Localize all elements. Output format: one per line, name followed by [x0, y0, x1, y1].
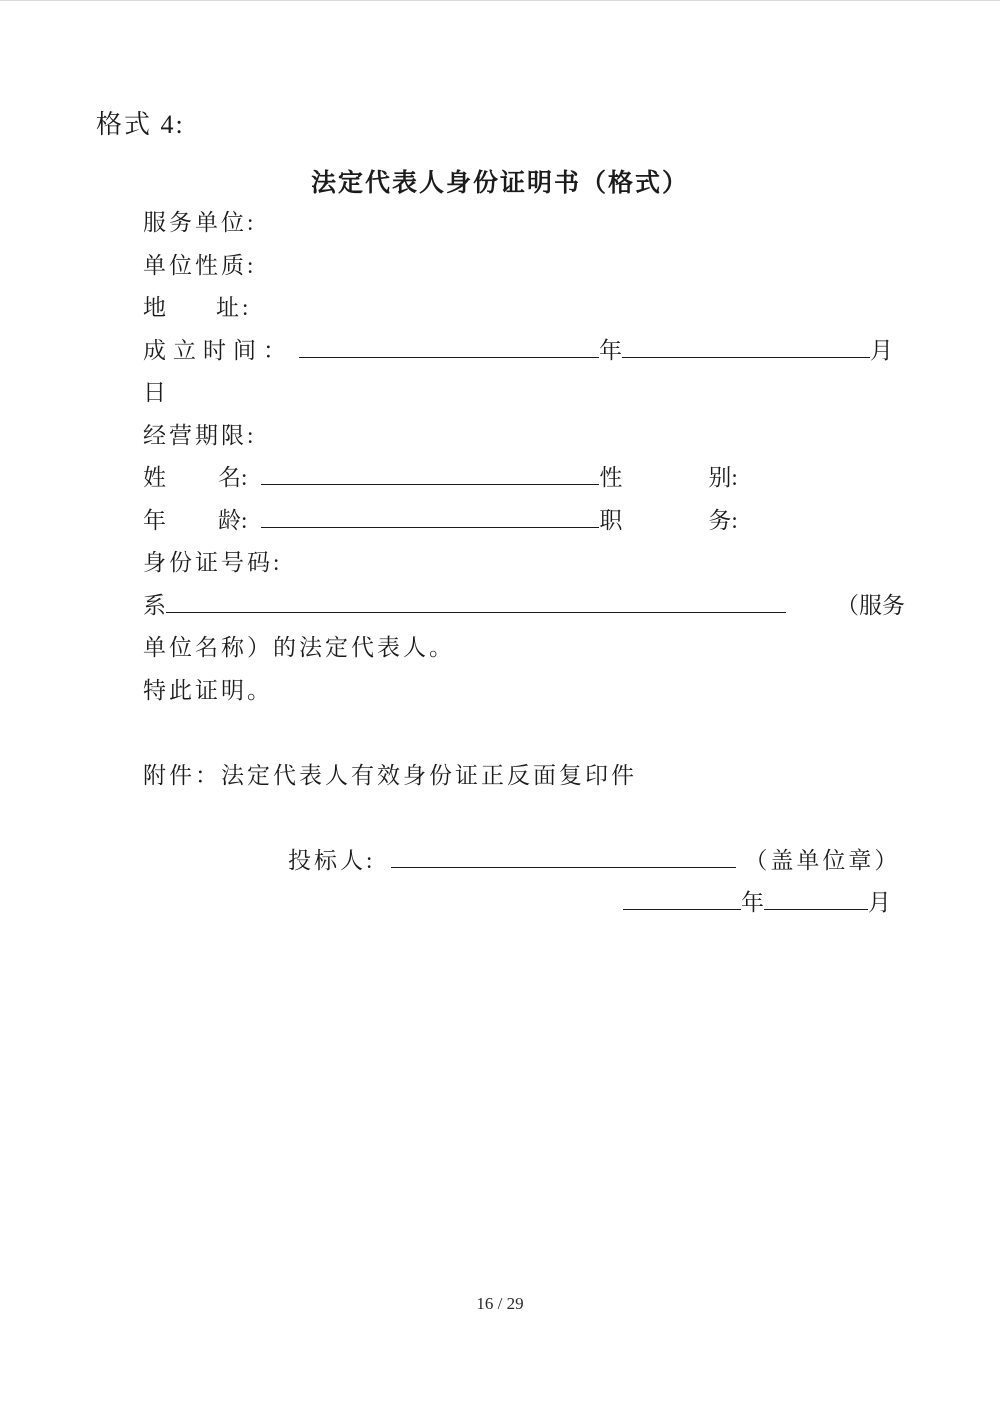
hereby-label: 特此证明。	[143, 677, 273, 703]
gender-label-char1: 性	[599, 465, 623, 490]
unit-name-continuation-line	[143, 627, 923, 670]
attachment-line	[143, 755, 923, 798]
sign-year-label: 年	[741, 890, 764, 915]
service-paren-label: （服务	[836, 592, 905, 618]
document-title: 法定代表人身份证明书（格式）	[310, 170, 689, 197]
sign-date-line	[143, 882, 923, 925]
established-day-line	[143, 372, 923, 415]
position-label-char1: 职	[599, 507, 623, 533]
seal-note-label: （盖单位章）	[744, 847, 901, 873]
established-month-blank	[622, 354, 870, 358]
sign-month-label: 月	[868, 890, 891, 915]
service-unit-line	[143, 202, 923, 245]
hereby-line	[143, 670, 923, 713]
format-label: 格式 4:	[96, 110, 185, 139]
established-year-blank	[299, 354, 599, 358]
unit-name-continuation: 单位名称）的法定代表人。	[143, 635, 455, 660]
age-label-char2: 龄:	[218, 507, 248, 533]
page-number: 16 / 29	[476, 1294, 524, 1313]
address-line	[143, 287, 923, 330]
unit-name-blank	[166, 609, 786, 613]
address-label-char: 地	[143, 295, 166, 320]
business-term-label: 经营期限:	[143, 422, 257, 448]
business-term-line	[143, 415, 923, 458]
bidder-blank	[391, 864, 736, 868]
name-blank	[261, 481, 599, 485]
name-label-char2: 名:	[218, 465, 248, 490]
established-month-label: 月	[870, 337, 893, 363]
unit-nature-line	[143, 245, 923, 288]
age-label-char1: 年	[143, 507, 166, 533]
blank-line-1	[143, 712, 923, 755]
position-label-char2: 务:	[708, 507, 738, 533]
is-prefix-label: 系	[143, 592, 166, 618]
age-position-line	[143, 500, 923, 543]
is-representative-line	[143, 585, 923, 628]
sign-month-blank	[764, 906, 868, 910]
form-body	[143, 202, 923, 925]
age-blank	[261, 524, 599, 528]
bidder-label: 投标人:	[288, 847, 376, 873]
name-gender-line	[143, 457, 923, 500]
name-label-char1: 姓	[143, 465, 166, 490]
gender-label-char2: 别:	[708, 465, 738, 490]
sign-year-blank	[623, 906, 741, 910]
attachment-label: 附件：法定代表人有效身份证正反面复印件	[143, 762, 637, 788]
bidder-line	[143, 840, 923, 883]
established-day-label: 日	[143, 380, 166, 405]
unit-nature-label: 单位性质:	[143, 252, 257, 278]
established-year-label: 年	[599, 337, 622, 363]
id-number-label: 身份证号码:	[143, 550, 283, 575]
established-label: 成立时间：	[143, 337, 293, 363]
address-label-colon: 址:	[216, 295, 252, 320]
id-number-line	[143, 542, 923, 585]
established-line	[143, 330, 923, 373]
service-unit-label: 服务单位:	[143, 210, 257, 235]
blank-line-2	[143, 797, 923, 840]
